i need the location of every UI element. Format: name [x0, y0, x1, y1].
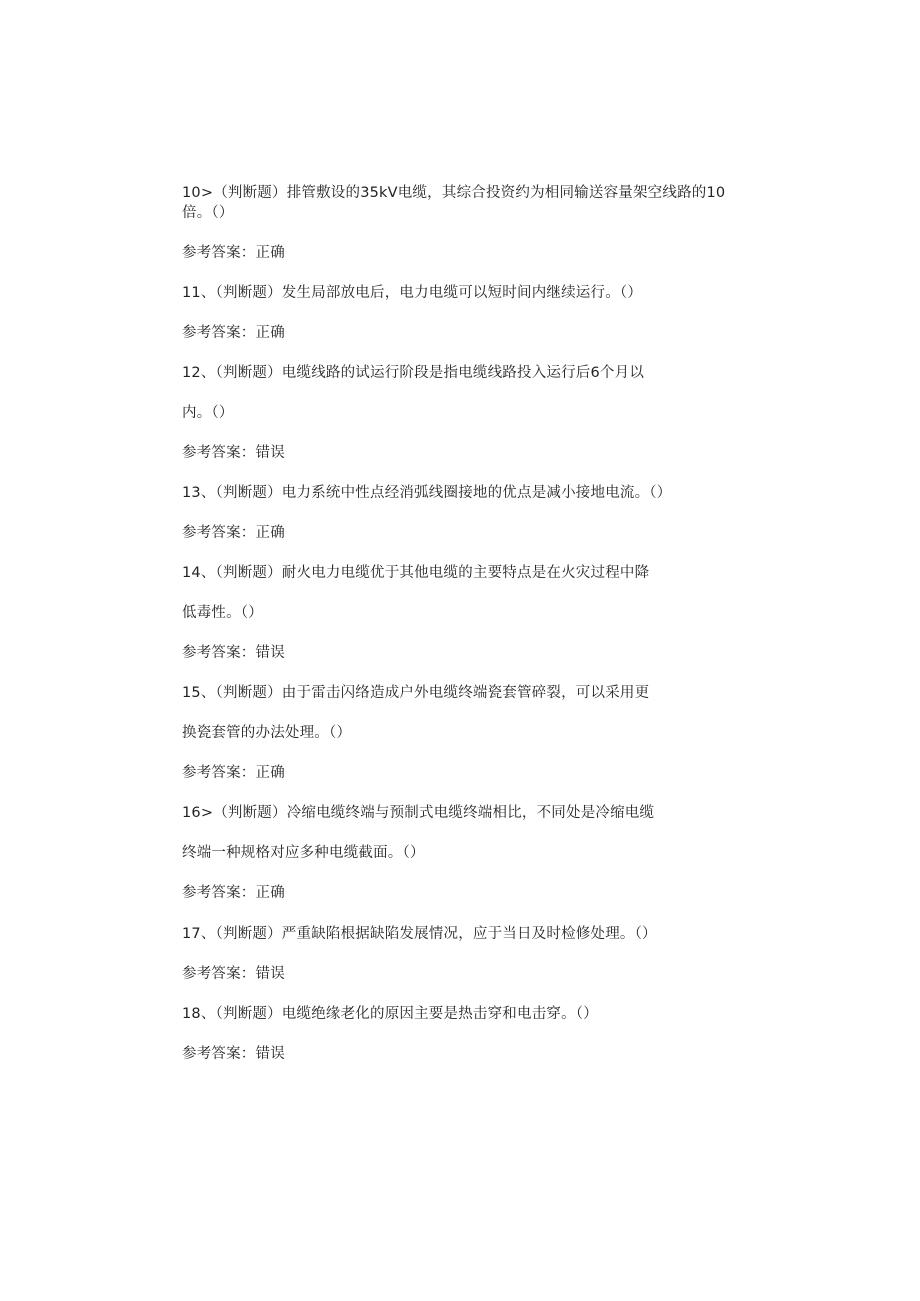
answer-10: 参考答案：正确 [182, 245, 285, 261]
question-15-line-2: 换瓷套管的办法处理。（） [182, 725, 352, 741]
question-18-line-1: 18、（判断题）电缆绝缘老化的原因主要是热击穿和电击穿。（） [182, 1006, 598, 1022]
question-12-line-1: 12、（判断题）电缆线路的试运行阶段是指电缆线路投入运行后6个月以 [182, 365, 645, 381]
question-11-line-1: 11、（判断题）发生局部放电后，电力电缆可以短时间内继续运行。（） [182, 285, 643, 301]
question-12-line-2: 内。（） [182, 405, 234, 421]
answer-12: 参考答案：错误 [182, 445, 285, 461]
answer-11: 参考答案：正确 [182, 325, 285, 341]
answer-16: 参考答案：正确 [182, 885, 285, 901]
question-14-line-2: 低毒性。（） [182, 605, 263, 621]
question-15-line-1: 15、（判断题）由于雷击闪络造成户外电缆终端瓷套管碎裂，可以采用更 [182, 685, 650, 701]
question-17-line-1: 17、（判断题）严重缺陷根据缺陷发展情况，应于当日及时检修处理。（） [182, 926, 657, 942]
answer-14: 参考答案：错误 [182, 645, 285, 661]
question-16-line-1: 16>（判断题）冷缩电缆终端与预制式电缆终端相比，不同处是冷缩电缆 [182, 805, 655, 821]
question-16-line-2: 终端一种规格对应多种电缆截面。（） [182, 845, 425, 861]
answer-17: 参考答案：错误 [182, 966, 285, 982]
question-13-line-1: 13、（判断题）电力系统中性点经消弧线圈接地的优点是减小接地电流。（） [182, 485, 672, 501]
answer-18: 参考答案：错误 [182, 1046, 285, 1062]
answer-13: 参考答案：正确 [182, 525, 285, 541]
question-14-line-1: 14、（判断题）耐火电力电缆优于其他电缆的主要特点是在火灾过程中降 [182, 565, 650, 581]
question-10-line-1: 10>（判断题）排管敷设的35kV电缆，其综合投资约为相同输送容量架空线路的10 [182, 185, 726, 201]
answer-15: 参考答案：正确 [182, 765, 285, 781]
question-10-line-2: 倍。（） [182, 205, 234, 221]
